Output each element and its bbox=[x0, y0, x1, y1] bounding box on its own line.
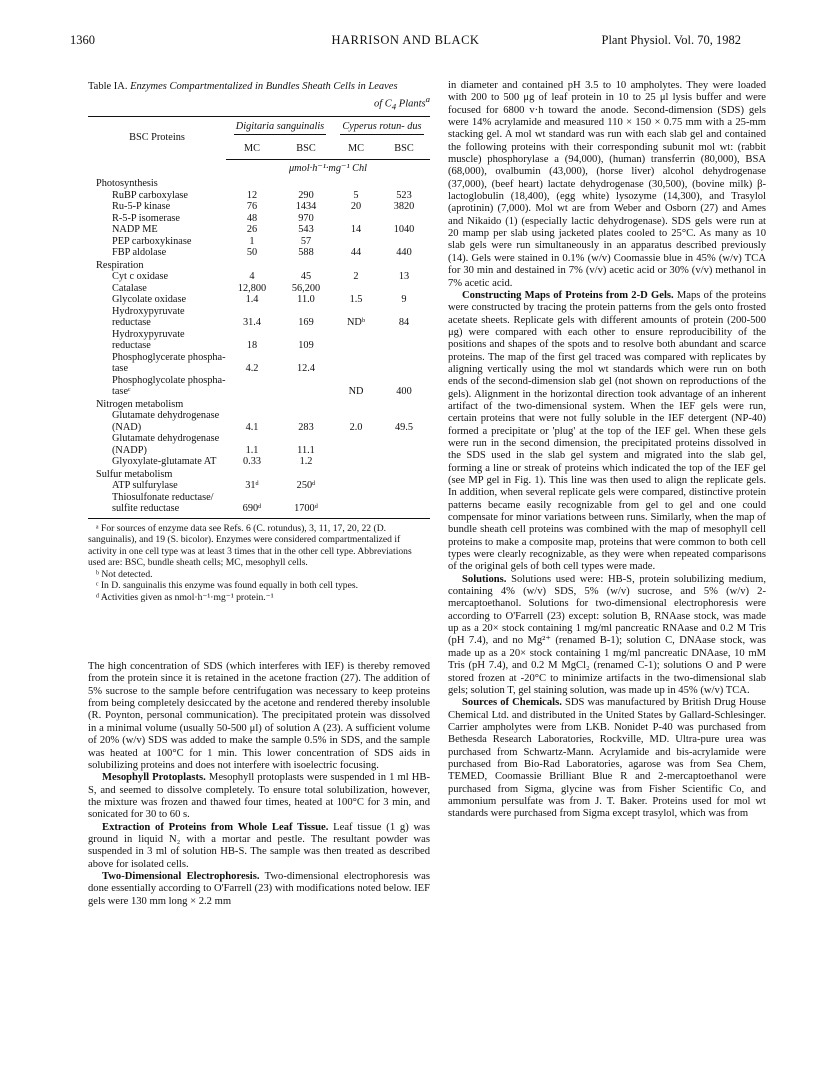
heading-electrophoresis: Two-Dimensional Electrophoresis. bbox=[102, 870, 260, 882]
right-paragraph-4 bbox=[448, 697, 766, 820]
enzyme-name: Cyt c oxidase bbox=[112, 271, 169, 283]
cell-value: 31.4 bbox=[242, 317, 262, 329]
cell-value bbox=[378, 492, 430, 519]
cell-value: 4.2 bbox=[245, 363, 259, 375]
cell-value bbox=[378, 283, 430, 295]
cell-value bbox=[334, 236, 378, 248]
cell-value bbox=[378, 236, 430, 248]
cell-value: 48 bbox=[246, 212, 258, 224]
cell-value: 9 bbox=[401, 294, 407, 306]
cell-value: NDᵇ bbox=[346, 317, 366, 329]
cell-value: 1.4 bbox=[245, 294, 259, 306]
cell-value bbox=[278, 375, 334, 398]
cell-value bbox=[334, 329, 378, 352]
table-row bbox=[88, 247, 430, 259]
right-paragraph-1: in diameter and contained pH 3.5 to 10 ampholytes. They were loaded with 200 to 500 μg of leaf protein in 10 to 25 μl lysis buffer and were focused for 6800 v·h toward the anode. Second-dimension (SDS) gels were 14% acrylamide and measured 110 × 150 × 0.75 mm with a 25-mm stacking gel. A mol wt standard was run with each slab gel and contained the following proteins with their corresponding subunit mol wt: (rabbit muscle) phosphorylase a (94,000), (human) transferrin (80,000), BSA (68,000), ovalbumin (43,000), (horse liver) alcohol dehydrogenase (37,000), (beef heart) lactate dehydrogenase (30,500), (bovine milk) β-lactoglobulin (18,400), (egg white) lysozyme (14,300), and Trasylol (aprotinin) (7,000). Mol wt are from Weber and Osborn (27) and Ames and Nikaido (1) (especially lactic dehydrogenase). SDS gels were run at 20 mamp per slab using jacketed plates cooled to 25°C. As many as 10 slab gels were run simultaneously in an apparatus described previously (14). Gels were stained in 0.1% (w/v) Coomassie blue in 45% (w/v) TCA for 30 min and destained in 7% (v/v) acetic acid or 30% (v/v) methanol in 7% acetic acid. bbox=[448, 80, 766, 289]
left-paragraph-3 bbox=[88, 822, 430, 871]
cell-value bbox=[378, 213, 430, 225]
footnote-c: ᶜ In D. sanguinalis this enzyme was found equally in both cell types. bbox=[96, 580, 358, 592]
cell-value: 970 bbox=[298, 212, 314, 224]
table-category-row bbox=[88, 259, 430, 272]
table-category-row bbox=[88, 177, 430, 190]
right-paragraph-4-text: SDS was manufactured by British Drug House Chemical Ltd. and distributed in the United States by Gallard-Schlesinger. Carrier ampholytes were from LKB. Nonidet P-40 was purchased from Bethesda Research Laboratories, Rockville, MD. Ultra-pure urea was purchased from Schwartz-Mann. Acrylamide and bis-acrylamide were purchased from Bio-Rad Laboratories, agarose was from Sea Chem, TEMED, Coomassie Brilliant Blue R and 2-mercaptoethanol were purchased from Sigma, glycine was from Fisher Scientific Co, and ammonium persulfate was from J. T. Baker. Proteins used for mol wt standards were purchased from Sigma except trasylol, which was from bbox=[448, 697, 766, 820]
cell-value: 12 bbox=[246, 189, 258, 201]
cell-value: 1.2 bbox=[299, 456, 313, 468]
table-body bbox=[88, 159, 430, 518]
cell-value: 1040 bbox=[393, 224, 415, 236]
running-head-journal: Plant Physiol. Vol. 70, 1982 bbox=[601, 33, 741, 47]
enzyme-name: Glutamate dehydrogenase (NADP) bbox=[112, 433, 220, 456]
table-title-footnote-mark: a bbox=[425, 94, 430, 104]
cell-value bbox=[378, 433, 430, 456]
cell-value: 588 bbox=[298, 247, 314, 259]
right-paragraph-2 bbox=[448, 290, 766, 574]
cell-value: 2 bbox=[353, 271, 359, 283]
running-head bbox=[70, 33, 741, 49]
cell-value: 400 bbox=[396, 386, 412, 398]
cell-value: 12.4 bbox=[296, 363, 316, 375]
right-paragraph-3-text: Solutions used were: HB-S, protein solubilizing medium, containing 4% (w/v) SDS, 5% (w/v) sucrose, and 5% (w/v) 2-mercaptoethanol. Solutions for two-dimensional electrophoresis were according to O'Farrell (23) except: solution B, RNAase stock, was made up as a 20× stock containing 1 mg/ml pancreatic RNAase and 0.2 M Tris (pH 7.4), and no Mg²⁺ (renamed B-1); solution C, DNAase stock, was made up as a 20× stock containing 1 mg/ml pancreatic DNAase, 10 mM Tris (pH 7.4), and 0.2 M MgCl₂ (renamed C-1); solutions O and P were stored frozen at -20°C to minimize artifacts in the two-dimensional slab gels; solution T, gel staining solution, was made up in 45% (w/v) TCA. bbox=[448, 573, 766, 696]
left-column bbox=[88, 80, 430, 908]
running-head-authors: HARRISON AND BLACK bbox=[331, 33, 480, 47]
cell-value: 57 bbox=[300, 235, 312, 247]
category-label: Photosynthesis bbox=[96, 178, 158, 190]
cell-value bbox=[334, 213, 378, 225]
table-caption bbox=[88, 80, 430, 114]
enzyme-name: Ru-5-P kinase bbox=[112, 201, 171, 213]
enzyme-name: NADP ME bbox=[112, 224, 158, 236]
cell-value: 12,800 bbox=[237, 282, 267, 294]
cell-value: 4.1 bbox=[245, 421, 259, 433]
right-paragraph-2-text: Maps of the proteins were constructed by tracing the protein patterns from the gels onto frosted acetate sheets. Replicate gels with different amounts of protein (200-500 μg) were compared with each other to ensure reproducibility of the positions and shapes of the spots and to resolve both abundant and scarce proteins. The map of the first gel traced was compared with replicates by aligning vertically using the mol wt standards which were run on both ends of the second-dimension slab gel (not shown on reproductions of the gels). Alignment in the horizontal direction took advantage of an inherent artifact of the two-dimensional system. When the IEF gels were run, certain proteins that were not fully soluble in the IEF detergent (NP-40) formed a precipitate or 'plug' at the top of the IEF gel. When these gels were run in the second dimension, the precipitated proteins dissolved in the SDS used in the slab gel system and migrated into the slab gel, forming a line or streak of proteins which indicated the top of the IEF gel (see MP gel in Fig. 1). This line was then used to align the replicate gels. In addition, when several replicate gels were compared, distinctive protein patterns became easily recognizable from gel to gel and one could compensate for minor variations between runs. Similarly, when the map of bundle sheath cell proteins was combined with the map of mesophyll cell proteins to make a composite map, proteins that were common to both cell types were clearly recognizable, as they were when repeated comparisons of the original gels of both cell types were made. bbox=[448, 289, 766, 573]
cell-value: 84 bbox=[398, 317, 410, 329]
cell-value: 523 bbox=[396, 189, 412, 201]
left-paragraph-4 bbox=[88, 871, 430, 908]
table-row bbox=[88, 352, 430, 375]
cell-value bbox=[378, 456, 430, 468]
col-header-bsc: BSC bbox=[378, 138, 430, 159]
cell-value: 18 bbox=[246, 340, 258, 352]
cell-value bbox=[334, 456, 378, 468]
table-row bbox=[88, 213, 430, 225]
cell-value: 690ᵈ bbox=[226, 492, 278, 519]
enzyme-name: R-5-P isomerase bbox=[112, 212, 180, 224]
cell-value: 1.5 bbox=[349, 294, 363, 306]
col-header-mc: MC bbox=[226, 138, 278, 159]
cell-value: 1434 bbox=[295, 201, 317, 213]
unit-row: μmol·h⁻¹·mg⁻¹ Chl bbox=[289, 162, 367, 174]
cell-value: 2.0 bbox=[349, 421, 363, 433]
cell-value bbox=[334, 433, 378, 456]
table-row bbox=[88, 236, 430, 248]
category-label: Sulfur metabolism bbox=[96, 468, 173, 480]
enzyme-name: Glutamate dehydrogenase (NAD) bbox=[112, 410, 220, 433]
cell-value bbox=[378, 352, 430, 375]
cell-value: ND bbox=[348, 386, 364, 398]
table-title: Enzymes Compartmentalized in Bundles Sheath Cells in Leaves bbox=[130, 81, 398, 92]
species-1-label: Digitaria sanguinalis bbox=[234, 121, 326, 136]
cell-value: 250ᵈ bbox=[296, 480, 316, 492]
cell-value bbox=[378, 329, 430, 352]
col-header-bsc: BSC bbox=[278, 138, 334, 159]
enzyme-name: ATP sulfurylase bbox=[112, 480, 178, 492]
table-row bbox=[88, 456, 430, 468]
col-header-species-1 bbox=[226, 116, 334, 138]
heading-extraction: Extraction of Proteins from Whole Leaf Tissue. bbox=[102, 821, 329, 833]
cell-value: 13 bbox=[398, 271, 410, 283]
category-label: Respiration bbox=[96, 259, 144, 271]
table-id: Table IA. bbox=[88, 81, 128, 92]
species-2-label: Cyperus rotun- dus bbox=[340, 121, 423, 136]
footnote-a: ᵃ For sources of enzyme data see Refs. 6 (C. rotundus), 3, 11, 17, 20, 22 (D. sanguinalis), and 19 (S. bicolor). Enzymes were considered compartmentalized if activity in one cell type was at least 3 times that in the other cell type. Abbreviations used are: BSC, bundle sheath cells; MC, mesophyll cells. bbox=[88, 522, 412, 569]
table-row bbox=[88, 271, 430, 283]
enzyme-name: PEP carboxykinase bbox=[112, 235, 192, 247]
cell-value bbox=[334, 352, 378, 375]
cell-value: 50 bbox=[246, 247, 258, 259]
cell-value: 3820 bbox=[393, 201, 415, 213]
cell-value: 49.5 bbox=[394, 421, 414, 433]
cell-value bbox=[334, 492, 378, 519]
enzyme-name: Phosphoglycolate phospha- taseᶜ bbox=[112, 374, 226, 398]
cell-value: 543 bbox=[298, 224, 314, 236]
cell-value: 5 bbox=[353, 189, 359, 201]
right-paragraph-3 bbox=[448, 574, 766, 697]
cell-value bbox=[378, 480, 430, 492]
col-header-mc: MC bbox=[334, 138, 378, 159]
enzyme-table bbox=[88, 116, 430, 519]
cell-value: 45 bbox=[300, 271, 312, 283]
cell-value: 31ᵈ bbox=[245, 480, 259, 492]
left-paragraph-3-text: Leaf tissue (1 g) was ground in liquid N₂ with a mortar and pestle. The resultant powder was suspended in 3 ml of solution HB-S. The sample was then treated as described above for isolated cells. bbox=[88, 821, 430, 870]
table-row bbox=[88, 201, 430, 213]
table-row bbox=[88, 283, 430, 295]
left-paragraph-1: The high concentration of SDS (which interferes with IEF) is thereby removed from the protein since it is retained in the acetone fraction (27). The addition of 5% sucrose to the sample before centrifugation was necessary to keep proteins from being completely desiccated by the acetone and rendered thereby insoluble (R. Poynton, personal communication). The precipitated protein was dissolved in a minimal volume (usually 50-500 μl) of solution A (23). A sufficient volume of 20% (w/v) SDS was added to make the sample 0.5% in SDS, and the sample was heated at 100°C for 1 min. This lower concentration of SDS aids in solubilizing proteins and does not interfere with isoelectric focusing. bbox=[88, 661, 430, 771]
category-label: Nitrogen metabolism bbox=[96, 398, 184, 410]
heading-solutions: Solutions. bbox=[462, 573, 507, 585]
table-row bbox=[88, 492, 430, 519]
cell-value: 20 bbox=[350, 201, 362, 213]
enzyme-name: Catalase bbox=[112, 282, 147, 294]
cell-value: 11.0 bbox=[297, 294, 315, 306]
enzyme-name: Glyoxylate-glutamate AT bbox=[112, 456, 217, 468]
table-title-cont bbox=[88, 93, 430, 114]
cell-value: 169 bbox=[298, 317, 314, 329]
cell-value: 4 bbox=[249, 271, 255, 283]
left-paragraph-4-text: Two-dimensional electrophoresis was done essentially according to O'Farrell (23) with modifications noted below. IEF gels were 130 mm long × 2.2 mm bbox=[88, 870, 430, 907]
table-footnotes bbox=[88, 523, 430, 604]
cell-value: 76 bbox=[246, 201, 258, 213]
table-row bbox=[88, 375, 430, 398]
cell-value: 1 bbox=[249, 235, 255, 247]
cell-value: 0.33 bbox=[242, 456, 262, 468]
enzyme-name: RuBP carboxylase bbox=[112, 189, 188, 201]
cell-value: 44 bbox=[350, 247, 362, 259]
col-header-species-2 bbox=[334, 116, 430, 138]
enzyme-name: Phosphoglycerate phospha- tase bbox=[112, 351, 226, 375]
cell-value: 11.1 bbox=[297, 444, 315, 456]
col-header-protein: BSC Proteins bbox=[88, 116, 226, 159]
left-paragraph-2-text: Mesophyll protoplasts were suspended in 1 ml HB-S, and seemed to dissolve completely. To ensure total solubilization, however, the mixture was frozen and thawed four times, heated at 100°C for 3 min, and sonicated for 30 to 60 s. bbox=[88, 772, 430, 821]
table-title-end: Plants bbox=[396, 98, 426, 110]
cell-value bbox=[334, 283, 378, 295]
table-category-row bbox=[88, 398, 430, 411]
heading-sources-of-chemicals: Sources of Chemicals. bbox=[462, 697, 562, 709]
table-title-cont-text: of C bbox=[373, 98, 392, 110]
heading-constructing-maps: Constructing Maps of Proteins from 2-D Gels. bbox=[462, 289, 674, 301]
enzyme-name: Thiosulfonate reductase/ sulfite reductase bbox=[88, 492, 226, 519]
footnote-d: ᵈ Activities given as nmol·h⁻¹·mg⁻¹ protein.⁻¹ bbox=[96, 591, 274, 603]
cell-value: 26 bbox=[246, 224, 258, 236]
cell-value: 109 bbox=[298, 340, 314, 352]
table-category-row bbox=[88, 468, 430, 481]
enzyme-name: Hydroxypyruvate reductase bbox=[112, 305, 185, 329]
table-row bbox=[88, 224, 430, 236]
cell-value: 283 bbox=[298, 421, 314, 433]
cell-value: 290 bbox=[298, 189, 314, 201]
table-title-subscript: 4 bbox=[391, 101, 397, 112]
table-row bbox=[88, 410, 430, 433]
table-row bbox=[88, 190, 430, 202]
cell-value: 14 bbox=[350, 224, 362, 236]
cell-value: 1.1 bbox=[245, 444, 259, 456]
table-row bbox=[88, 433, 430, 456]
cell-value bbox=[226, 375, 278, 398]
left-paragraph-2 bbox=[88, 772, 430, 821]
enzyme-name: Hydroxypyruvate reductase bbox=[112, 328, 185, 352]
page-number: 1360 bbox=[70, 33, 95, 47]
footnote-b: ᵇ Not detected. bbox=[96, 568, 153, 580]
enzyme-name: FBP aldolase bbox=[112, 247, 167, 259]
table-row bbox=[88, 294, 430, 306]
right-column bbox=[448, 80, 766, 821]
cell-value: 56,200 bbox=[291, 282, 321, 294]
cell-value bbox=[334, 480, 378, 492]
enzyme-name: Glycolate oxidase bbox=[112, 294, 187, 306]
table-row bbox=[88, 329, 430, 352]
cell-value: 1700ᵈ bbox=[278, 492, 334, 519]
heading-mesophyll-protoplasts: Mesophyll Protoplasts. bbox=[102, 772, 206, 784]
table-row bbox=[88, 306, 430, 329]
cell-value: 440 bbox=[396, 247, 412, 259]
table-row bbox=[88, 480, 430, 492]
